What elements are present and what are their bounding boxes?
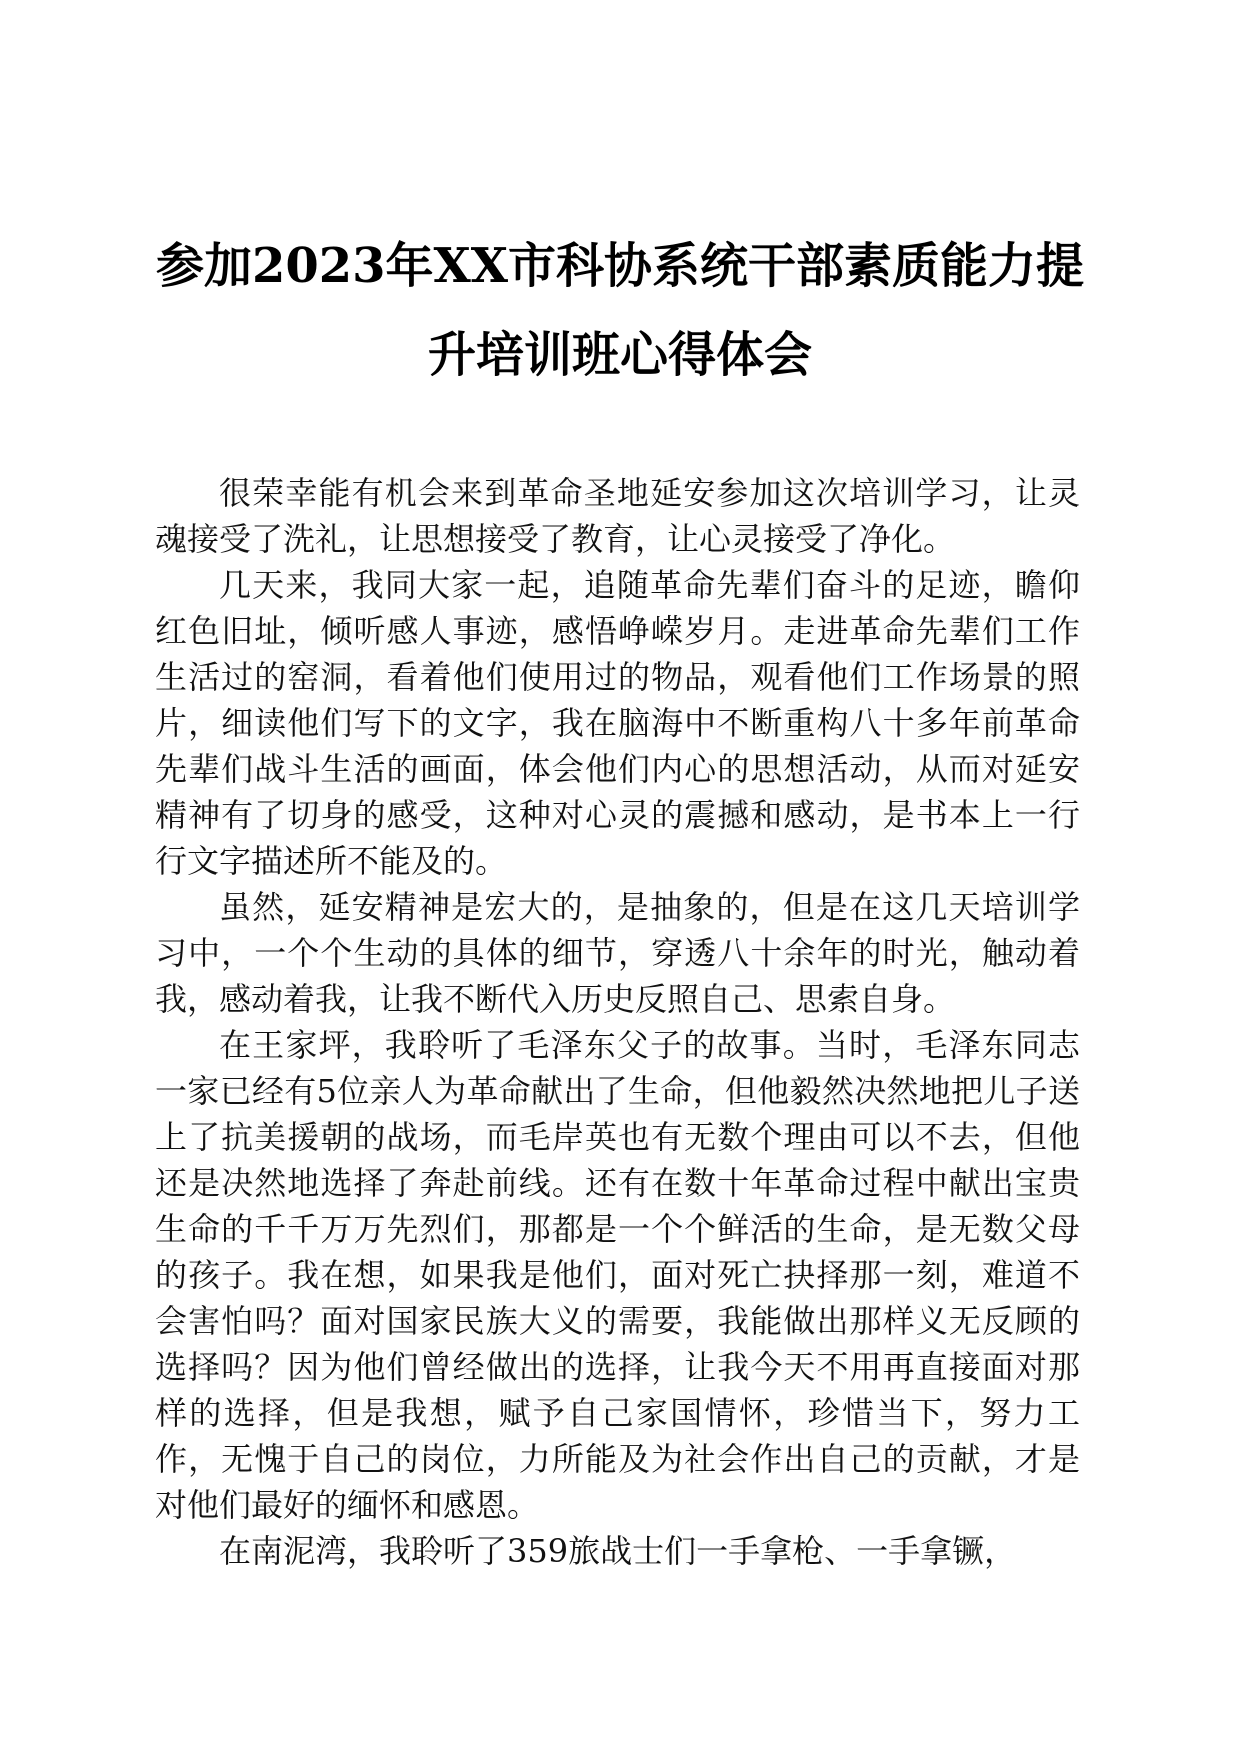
paragraph-wangjiaping: 在王家坪，我聆听了毛泽东父子的故事。当时，毛泽东同志一家已经有5位亲人为革命献出了生命，但他毅然决然地把儿子送上了抗美援朝的战场，而毛岸英也有无数个理由可以不去，但他还是决然地选择了奔赴前线。还有在数十年革命过程中献出宝贵生命的千千万万先烈们，那都是一个个鲜活的生命，是无数父母的孩子。我在想，如果我是他们，面对死亡抉择那一刻，难道不会害怕吗？面对国家民族大义的需要，我能做出那样义无反顾的选择吗？因为他们曾经做出的选择，让我今天不用再直接面对那样的选择，但是我想，赋予自己家国情怀，珍惜当下，努力工作，无愧于自己的岗位，力所能及为社会作出自己的贡献，才是对他们最好的缅怀和感恩。	[155, 1026, 1080, 1524]
document-title	[150, 222, 1090, 400]
document-body	[155, 470, 1080, 1574]
paragraph-yanan-spirit: 虽然，延安精神是宏大的，是抽象的，但是在这几天培训学习中，一个个生动的具体的细节，穿透八十余年的时光，触动着我，感动着我，让我不断代入历史反照自己、思索自身。	[155, 888, 1080, 1018]
title-line-2: 升培训班心得体会	[427, 327, 812, 383]
paragraph-footsteps: 几天来，我同大家一起，追随革命先辈们奋斗的足迹，瞻仰红色旧址，倾听感人事迹，感悟峥嵘岁月。走进革命先辈们工作生活过的窑洞，看着他们使用过的物品，观看他们工作场景的照片，细读他们写下的文字，我在脑海中不断重构八十多年前革命先辈们战斗生活的画面，体会他们内心的思想活动，从而对延安精神有了切身的感受，这种对心灵的震撼和感动，是书本上一行行文字描述所不能及的。	[155, 566, 1080, 880]
title-line-1: 参加2023年XX市科协系统干部素质能力提	[155, 238, 1085, 294]
paragraph-intro: 很荣幸能有机会来到革命圣地延安参加这次培训学习，让灵魂接受了洗礼，让思想接受了教育，让心灵接受了净化。	[155, 474, 1080, 558]
paragraph-nanniwan: 在南泥湾，我聆听了359旅战士们一手拿枪、一手拿镢，	[219, 1532, 1017, 1570]
